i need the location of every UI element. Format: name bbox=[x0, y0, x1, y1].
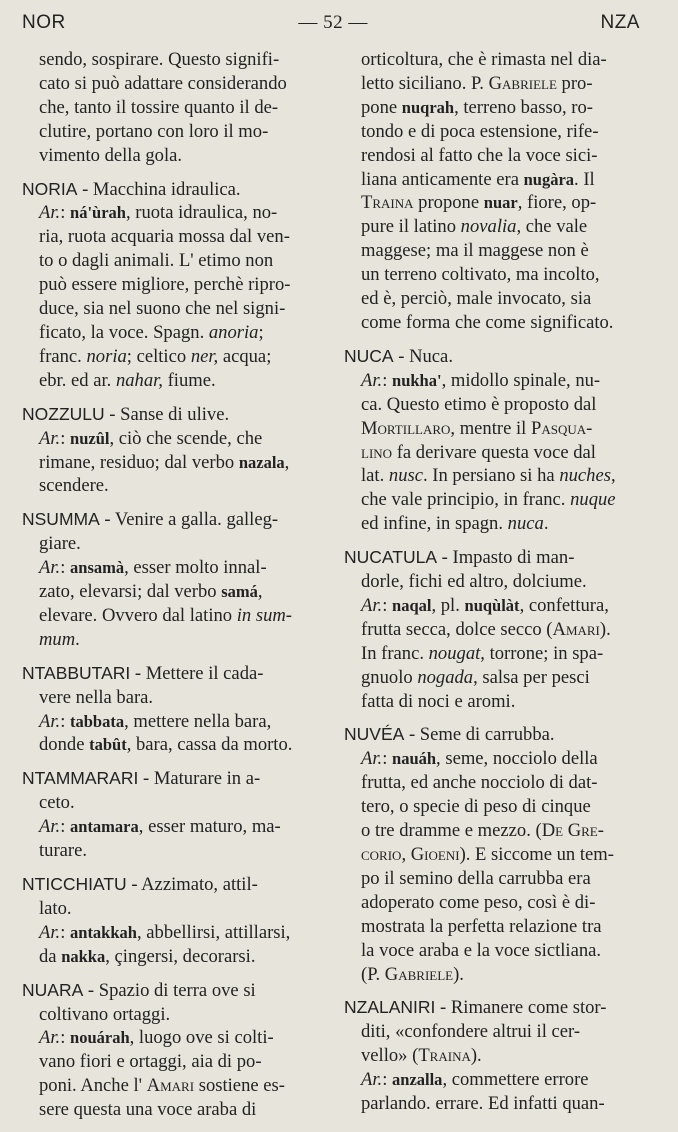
text: , esser molto innal- bbox=[124, 557, 267, 579]
definition: - Macchina idraulica. bbox=[77, 178, 241, 200]
text: : bbox=[60, 427, 71, 449]
arabic-abbrev: Ar. bbox=[361, 369, 383, 391]
definition-cont: lato. bbox=[39, 897, 72, 919]
arabic-term: nauáh bbox=[392, 749, 437, 769]
definition: - Spazio di terra ove si bbox=[83, 979, 256, 1001]
page-number: — 52 — bbox=[298, 12, 368, 33]
text: lat. bbox=[361, 465, 389, 487]
arabic-term: anzalla bbox=[392, 1070, 443, 1090]
headword: NSUMMA bbox=[22, 509, 100, 530]
definition: - Azzimato, attil- bbox=[126, 874, 258, 895]
author-name: Gioeni bbox=[410, 844, 460, 865]
text: , seme, nocciolo della bbox=[436, 748, 598, 770]
arabic-abbrev: Ar. bbox=[361, 748, 383, 770]
text-line: che, tanto il tossire quanto il de- bbox=[39, 96, 279, 118]
text-line: cato si può adattare considerando bbox=[39, 72, 287, 94]
text: . bbox=[543, 513, 549, 535]
entry-nsumma bbox=[22, 508, 330, 651]
text: , ciò che scende, che bbox=[109, 427, 263, 449]
entry-ntammarari bbox=[22, 767, 330, 863]
text: da bbox=[39, 945, 62, 967]
arabic-abbrev: Ar. bbox=[39, 557, 61, 579]
author-name: De Gre- bbox=[541, 820, 604, 842]
text-line: fatta di noci e aromi. bbox=[361, 690, 516, 712]
text: , mentre il bbox=[450, 417, 531, 439]
text-line: sere questa una voce araba di bbox=[39, 1099, 257, 1121]
text: , torrone; in spa- bbox=[480, 642, 604, 664]
italic-term: ner, bbox=[190, 345, 219, 367]
text: ebr. ed ar. bbox=[39, 369, 116, 391]
arabic-term: nakka bbox=[61, 946, 106, 966]
text: ed infine, in spagn. bbox=[361, 513, 508, 535]
text: : bbox=[60, 1027, 71, 1049]
author-name: Traina bbox=[361, 192, 414, 214]
text: , bbox=[401, 844, 411, 865]
text: : bbox=[60, 557, 71, 579]
text: , fiore, op- bbox=[517, 192, 597, 214]
arabic-term: nuzûl bbox=[70, 428, 110, 448]
text: elevare. Ovvero dal latino bbox=[39, 604, 237, 626]
text-line: vano fiori e ortaggi, aia di po- bbox=[39, 1051, 262, 1073]
arabic-term: antakkah bbox=[70, 922, 137, 942]
italic-term: nougat bbox=[428, 642, 481, 664]
text-line: la voce araba e la voce sictliana. bbox=[361, 939, 602, 961]
text: , abbellirsi, attillarsi, bbox=[136, 921, 291, 943]
right-column bbox=[344, 48, 642, 1126]
text: ). E siccome un tem- bbox=[459, 844, 614, 865]
entry-nuara bbox=[22, 979, 330, 1122]
page-header bbox=[22, 10, 640, 36]
arabic-term: ná'ùrah bbox=[70, 203, 126, 223]
definition: - Impasto di man- bbox=[437, 547, 575, 569]
text: ). bbox=[453, 963, 464, 985]
definition: - Maturare in a- bbox=[138, 768, 261, 790]
headword: NUVÉA bbox=[344, 724, 405, 745]
text: , confettura, bbox=[519, 594, 609, 616]
text-line: ria, ruota acquaria mossa dal ven- bbox=[39, 226, 290, 248]
entry-ntabbutari bbox=[22, 662, 330, 758]
text: : bbox=[382, 369, 393, 391]
italic-term: nuque bbox=[570, 489, 616, 511]
text: che vale principio, in franc. bbox=[361, 489, 571, 511]
text: che vale bbox=[521, 216, 588, 238]
definition: - Rimanere come stor- bbox=[435, 997, 607, 1019]
text: pone bbox=[361, 96, 402, 118]
text: (P. bbox=[361, 963, 385, 985]
text: , salsa per pesci bbox=[473, 666, 590, 688]
text: , terreno basso, ro- bbox=[454, 96, 593, 118]
text-line: frutta, ed anche nocciolo di dat- bbox=[361, 772, 598, 794]
headword: NTICCHIATU bbox=[22, 874, 127, 894]
definition-cont: ceto. bbox=[39, 792, 75, 814]
italic-term: novalia, bbox=[460, 216, 522, 238]
text-line: to o dagli animali. L' etimo non bbox=[39, 250, 274, 272]
arabic-term: samá bbox=[221, 582, 258, 602]
text-line: mostrata la perfetta relazione tra bbox=[361, 915, 602, 937]
text: poni. Anche l' bbox=[39, 1075, 147, 1097]
text-line: tero, o specie di peso di cinque bbox=[361, 796, 591, 818]
arabic-term: nazala bbox=[238, 452, 285, 472]
author-name: Mortillaro bbox=[361, 417, 451, 439]
text: , esser maturo, ma- bbox=[138, 816, 281, 838]
arabic-abbrev: Ar. bbox=[39, 921, 61, 943]
entry-nticchiatu bbox=[22, 873, 330, 969]
arabic-term: nouárah bbox=[70, 1028, 130, 1048]
definition: - Seme di carrubba. bbox=[404, 724, 555, 746]
text: letto siciliano. P. bbox=[361, 72, 489, 94]
arabic-abbrev: Ar. bbox=[39, 816, 61, 838]
text: , mettere nella bara, bbox=[124, 710, 272, 732]
headword: NZALANIRI bbox=[344, 997, 436, 1018]
text: , bbox=[610, 465, 616, 487]
italic-term: nogada bbox=[417, 666, 474, 688]
author-name: Gabriele bbox=[488, 72, 557, 94]
text-line: maggese; ma il maggese non è bbox=[361, 240, 589, 262]
text: acqua; bbox=[218, 345, 272, 367]
definition: - Sanse di ulive. bbox=[104, 403, 230, 425]
arabic-abbrev: Ar. bbox=[39, 202, 61, 224]
text-line: po il semino della carrubba era bbox=[361, 867, 591, 889]
text-line: vimento della gola. bbox=[39, 144, 183, 166]
entry-noria bbox=[22, 178, 330, 393]
italic-term: nusc bbox=[388, 465, 423, 487]
entry-continuation bbox=[344, 48, 642, 335]
text: pro- bbox=[556, 72, 593, 94]
entry-nzalaniri bbox=[344, 996, 642, 1116]
text: liana anticamente era bbox=[361, 168, 524, 190]
arabic-term: naqal bbox=[392, 595, 432, 615]
entry-nuca bbox=[344, 345, 642, 536]
text: : bbox=[60, 921, 71, 943]
text: zato, elevarsi; dal verbo bbox=[39, 581, 222, 603]
author-name: lino bbox=[361, 441, 393, 463]
arabic-abbrev: Ar. bbox=[39, 710, 61, 732]
text-line: adoperato come peso, così è di- bbox=[361, 891, 596, 913]
arabic-abbrev: Ar. bbox=[39, 427, 61, 449]
author-name: corio bbox=[361, 844, 402, 865]
headword: NORIA bbox=[22, 178, 78, 199]
arabic-term: tabbata bbox=[70, 711, 125, 731]
italic-term: nuca bbox=[507, 513, 544, 535]
text-line: ca. Questo etimo è proposto dal bbox=[361, 393, 597, 415]
text: , çingersi, decorarsi. bbox=[105, 945, 256, 967]
text-line: un terreno coltivato, ma incolto, bbox=[361, 264, 600, 286]
entry-continuation bbox=[22, 48, 330, 168]
text-line: duce, sia nel suono che nel signi- bbox=[39, 298, 286, 320]
text: propone bbox=[413, 192, 484, 214]
text: fiume. bbox=[162, 369, 216, 391]
text: : bbox=[382, 594, 393, 616]
text-line: turare. bbox=[39, 840, 88, 862]
text-line: scendere. bbox=[39, 475, 109, 497]
text-line: tondo e di poca estensione, rife- bbox=[361, 120, 599, 142]
text: , luogo ove si colti- bbox=[129, 1027, 274, 1049]
text: : bbox=[60, 816, 71, 838]
italic-term: in sum- bbox=[236, 604, 292, 626]
italic-term: nuches bbox=[559, 465, 611, 487]
italic-term: anoria bbox=[208, 321, 259, 343]
text: ; celtico bbox=[126, 345, 191, 367]
arabic-abbrev: Ar. bbox=[361, 1069, 383, 1091]
arabic-term: nuqùlàt bbox=[464, 595, 520, 615]
definition-cont: coltivano ortaggi. bbox=[39, 1003, 171, 1025]
text-line: parlando. errare. Ed infatti quan- bbox=[361, 1093, 605, 1115]
italic-term: nahar, bbox=[115, 369, 163, 391]
text-line: sendo, sospirare. Questo signifi- bbox=[39, 49, 280, 70]
headword: NUCA bbox=[344, 345, 394, 366]
definition: - Mettere il cada- bbox=[130, 662, 264, 684]
text: pure il latino bbox=[361, 216, 461, 238]
text: , bara, cassa da morto. bbox=[126, 734, 293, 756]
definition: - Venire a galla. galleg- bbox=[99, 509, 279, 531]
header-left-guideword: NOR bbox=[22, 12, 66, 33]
left-column bbox=[22, 48, 330, 1132]
arabic-term: nuar bbox=[483, 193, 518, 213]
text: , midollo spinale, nu- bbox=[441, 369, 601, 391]
text: fa derivare questa voce dal bbox=[392, 441, 596, 463]
text: ficato, la voce. Spagn. bbox=[39, 321, 209, 343]
arabic-term: nukha' bbox=[392, 370, 442, 390]
text: franc. bbox=[39, 345, 87, 367]
text-line: ed è, perciò, male invocato, sia bbox=[361, 288, 592, 310]
text: . bbox=[75, 628, 80, 650]
text: ; bbox=[258, 321, 264, 343]
entry-nuvea bbox=[344, 723, 642, 986]
header-right-guideword: NZA bbox=[600, 12, 640, 33]
text-line: può essere migliore, perchè ripro- bbox=[39, 274, 291, 296]
text-line: rendosi al fatto che la voce sici- bbox=[361, 144, 598, 166]
definition-cont: diti, «confondere altrui il cer- bbox=[361, 1021, 581, 1043]
author-name: Traina bbox=[418, 1045, 471, 1067]
text-line: orticoltura, che è rimasta nel dia- bbox=[361, 49, 607, 70]
arabic-abbrev: Ar. bbox=[361, 594, 383, 616]
text-line: clutire, portano con loro il mo- bbox=[39, 120, 269, 142]
author-name: Gabriele bbox=[384, 963, 454, 985]
text: , ruota idraulica, no- bbox=[125, 202, 278, 224]
text: : bbox=[60, 202, 71, 224]
text: o tre dramme e mezzo. ( bbox=[361, 820, 542, 842]
text: . In persiano si ha bbox=[422, 465, 560, 487]
definition-cont: giare. bbox=[39, 533, 81, 555]
text: sostiene es- bbox=[194, 1075, 285, 1097]
text-line: come forma che come significato. bbox=[361, 311, 614, 333]
arabic-term: antamara bbox=[70, 817, 139, 837]
arabic-term: nuqrah bbox=[401, 97, 455, 117]
text: , pl. bbox=[431, 594, 465, 616]
text: gnuolo bbox=[361, 666, 418, 688]
text: : bbox=[382, 1069, 393, 1091]
author-name: Pasqua- bbox=[530, 417, 593, 439]
definition-cont: dorle, fichi ed altro, dolciume. bbox=[361, 571, 587, 593]
entry-nucatula bbox=[344, 546, 642, 713]
headword: NUARA bbox=[22, 979, 84, 1000]
text: frutta secca, dolce secco ( bbox=[361, 618, 553, 640]
arabic-term: tabût bbox=[89, 735, 127, 755]
text: : bbox=[60, 710, 71, 732]
definition-cont: vere nella bara. bbox=[39, 686, 154, 708]
text: ). bbox=[470, 1045, 482, 1067]
definition: - Nuca. bbox=[393, 345, 453, 367]
entry-nozzulu bbox=[22, 403, 330, 499]
text: donde bbox=[39, 734, 90, 756]
text: , bbox=[257, 581, 263, 603]
author-name: Amari bbox=[146, 1075, 195, 1097]
text: , commettere errore bbox=[442, 1069, 589, 1091]
italic-term: noria bbox=[86, 345, 127, 367]
text: vello» ( bbox=[361, 1045, 419, 1067]
arabic-term: nugàra bbox=[523, 169, 575, 189]
text: : bbox=[382, 748, 393, 770]
headword: NTAMMARARI bbox=[22, 768, 139, 789]
headword: NOZZULU bbox=[22, 403, 105, 424]
author-name: Amari bbox=[552, 618, 600, 640]
text: rimane, residuo; dal verbo bbox=[39, 451, 239, 473]
text: , bbox=[284, 451, 290, 473]
text: . Il bbox=[574, 168, 595, 190]
text: In franc. bbox=[361, 642, 429, 664]
text: ). bbox=[599, 618, 611, 640]
headword: NTABBUTARI bbox=[22, 662, 131, 683]
headword: NUCATULA bbox=[344, 547, 438, 568]
arabic-abbrev: Ar. bbox=[39, 1027, 61, 1049]
arabic-term: ansamà bbox=[70, 558, 125, 578]
italic-term: mum bbox=[39, 628, 76, 650]
